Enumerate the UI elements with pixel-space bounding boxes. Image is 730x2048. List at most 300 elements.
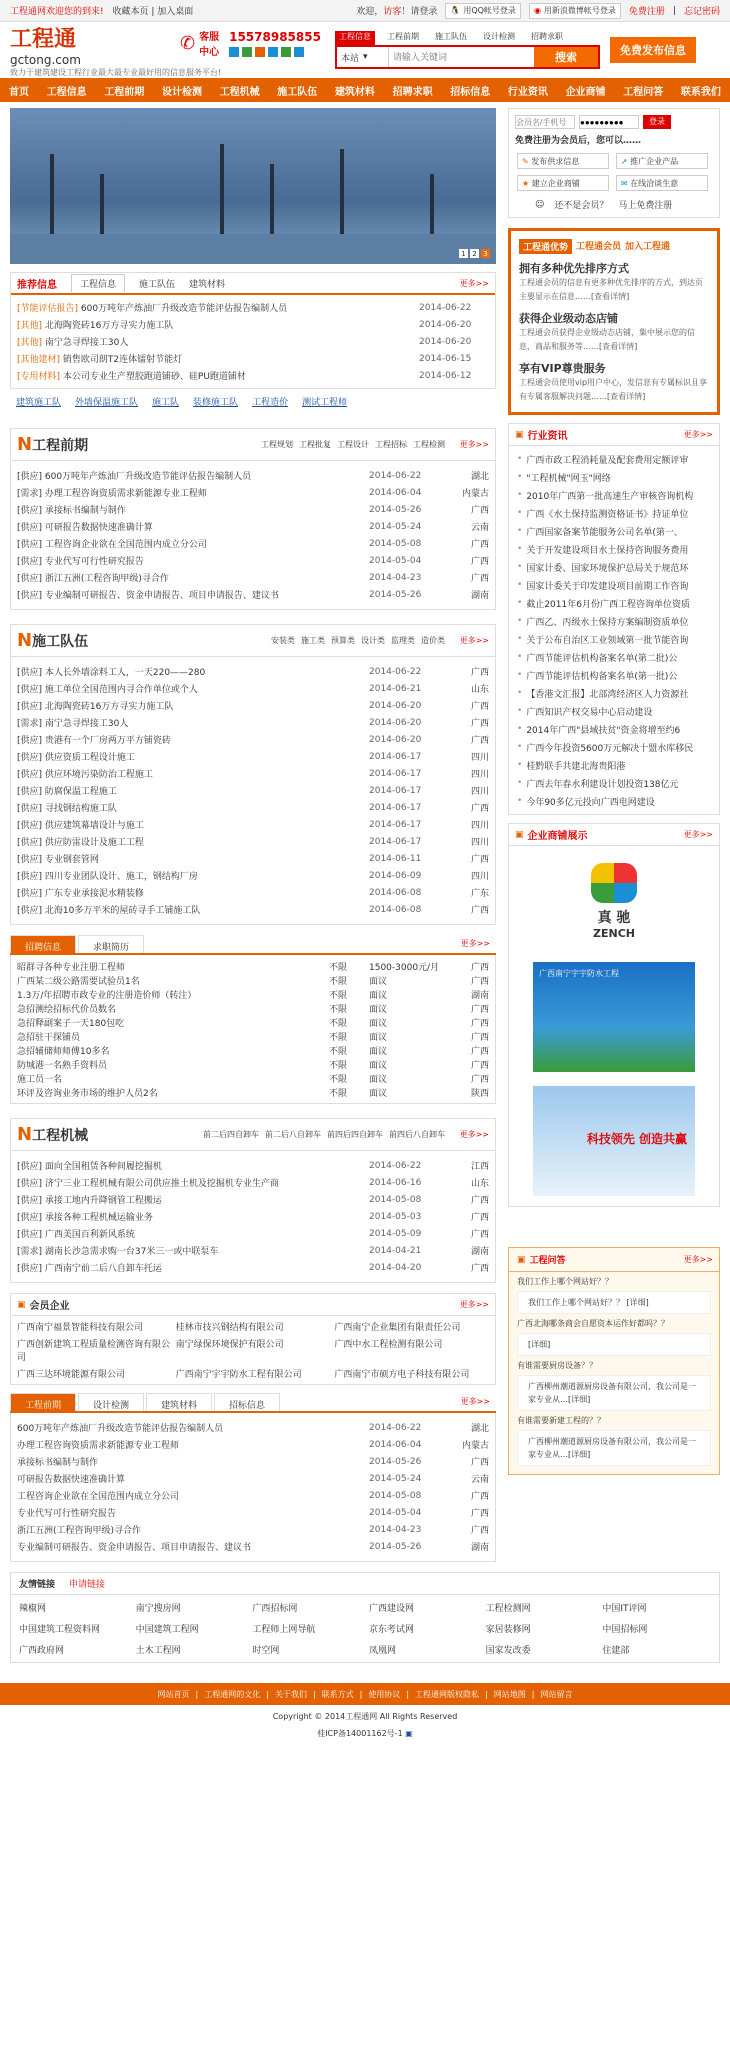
sub-link[interactable]: 前二后四自卸车: [203, 1130, 259, 1139]
user-icon: ☺: [535, 199, 545, 210]
desktop-link[interactable]: 加入桌面: [157, 7, 194, 17]
list-item[interactable]: 专业编制可研报告、资金申请报告、项目申请报告、建议书 2014-05-26 湖南: [17, 1541, 489, 1553]
banner[interactable]: [10, 108, 496, 264]
more-link[interactable]: 更多>>: [683, 830, 713, 839]
member-link[interactable]: 广西南宁市硕方电子科技有限公司: [334, 1370, 470, 1380]
nav-early[interactable]: 工程前期: [104, 86, 145, 98]
nav-jobs[interactable]: 招聘求职: [392, 86, 433, 98]
list-item[interactable]: 办理工程咨询资质需求新能源专业工程师 2014-06-04 内蒙古: [17, 1439, 489, 1451]
login-panel: [508, 108, 720, 218]
list-item[interactable]: [供应] 工程咨询企业欲在全国范围内成立分公司 2014-05-08 广西: [17, 538, 489, 550]
list-item[interactable]: [供应] 广东专业承接泥水精装修 2014-06-08 广东: [17, 887, 489, 899]
header: [0, 22, 730, 78]
recommend-title: 推荐信息: [17, 279, 57, 291]
edit-icon: ✎: [522, 157, 529, 166]
table-row[interactable]: 防城港一名熟手资料员 不限 面议 广西: [17, 1060, 489, 1071]
sub-link[interactable]: 监理类: [391, 636, 415, 645]
quick-links: [10, 389, 496, 414]
qa-question[interactable]: 广西北海哪条商会自愿资本运作好都吗？？: [517, 1319, 669, 1328]
list-item[interactable]: [供应] 专业代写可行性研究报告 2014-05-04 广西: [17, 555, 489, 567]
search-scope-select[interactable]: [337, 47, 389, 67]
search-bar: [335, 45, 600, 69]
shop-ad[interactable]: [533, 962, 695, 1072]
list-item[interactable]: [需求] 南宁急寻焊接工30人 2014-06-20 广西: [17, 717, 489, 729]
friend-link[interactable]: 辣椒网: [19, 1604, 47, 1614]
nav-shops[interactable]: 企业商铺: [565, 86, 606, 98]
footer-link[interactable]: 网站留言: [540, 1689, 573, 1699]
table-row[interactable]: 急招辅储师师傅10多名 不限 面议 广西: [17, 1046, 489, 1057]
nav-qa[interactable]: 工程问答: [623, 86, 664, 98]
qa-panel: [508, 1247, 720, 1475]
list-item[interactable]: [节能评估报告] 600万吨年产炼油厂升级改造节能评估报告编制人员 2014-06-22: [17, 302, 472, 314]
tab-bids[interactable]: 招标信息: [214, 1393, 280, 1411]
list-item[interactable]: [供应] 四川专业团队设计、施工，钢结构厂房 2014-06-09 四川: [17, 870, 489, 882]
banner-page[interactable]: 3: [481, 249, 490, 258]
footer-link[interactable]: 网站地图: [493, 1689, 526, 1699]
list-item[interactable]: [供应] 供应资质工程设计施工 2014-06-17 四川: [17, 751, 489, 763]
list-item[interactable]: • 【香港文汇报】北部湾经济区人力资源社: [509, 684, 719, 702]
jobs-tabs: [10, 935, 496, 955]
top-bar: 工程通网欢迎您的到来! 收藏本页 | 加入桌面 欢迎，访客！请登录 🐧 用QQ帐号登录 ◉ 用新浪微博帐号登录 免费注册 | 忘记密码: [0, 0, 730, 22]
friend-link[interactable]: 国家发改委: [485, 1646, 531, 1656]
list-item[interactable]: 可研报告数据快速准确计算 2014-05-24 云南: [17, 1473, 489, 1485]
list-item[interactable]: [供应] 本人长外墙涂料工人，一天220——280 2014-06-22 广西: [17, 666, 489, 678]
teams-subs: [271, 635, 445, 646]
machinery-subs: [203, 1129, 445, 1140]
friend-link[interactable]: 中国招标网: [602, 1625, 648, 1635]
tab-join[interactable]: 加入工程通: [625, 242, 671, 252]
nav-news[interactable]: 行业资讯: [507, 86, 548, 98]
social-icon[interactable]: [242, 47, 252, 57]
publish-supply-button[interactable]: ✎ 发布供求信息: [517, 153, 609, 169]
promote-button[interactable]: ➚ 推广企业产品: [616, 153, 708, 169]
password-input[interactable]: [579, 115, 639, 129]
banner-decor: [10, 234, 496, 264]
friend-links: [10, 1572, 720, 1663]
teams-panel: [10, 624, 496, 925]
friend-title: 友情链接: [19, 1580, 56, 1590]
member-link[interactable]: 南宁绿保环境保护有限公司: [175, 1340, 284, 1350]
shop-icon: ▣: [515, 829, 524, 840]
list-item[interactable]: • 广西乙、丙级水土保持方案编制资质单位: [509, 612, 719, 630]
qa-answer: 广西柳州潮道源厨房设备有限公司，我公司是一家专业从…[详细]: [517, 1375, 711, 1411]
list-item[interactable]: • 2014年广西"县域扶贫"资金将增至约6: [509, 720, 719, 738]
banner-decor: [340, 149, 344, 234]
banner-page[interactable]: 1: [459, 249, 468, 258]
tab-materials[interactable]: 建筑材料: [146, 1393, 212, 1411]
nav-contact[interactable]: 联系我们: [680, 86, 721, 98]
list-item[interactable]: • 广西国家备案节能服务公司名单(第一、: [509, 522, 719, 540]
sub-link[interactable]: 前四后四自卸车: [327, 1130, 383, 1139]
friend-link[interactable]: 广西建设网: [368, 1604, 414, 1614]
bottom-list: [10, 1413, 496, 1562]
nav-materials[interactable]: 建筑材料: [334, 86, 375, 98]
list-item[interactable]: [供应] 北海陶瓷砖16万方寻实力施工队 2014-06-20 广西: [17, 700, 489, 712]
weibo-icon: ◉: [533, 6, 541, 15]
side-column: [508, 102, 720, 1562]
sub-link[interactable]: 工程规划: [261, 440, 293, 449]
list-item[interactable]: [供应] 承接各种工程机械运输业务 2014-05-03 广西: [17, 1211, 489, 1223]
footer-link[interactable]: 工程通网版权隐私: [415, 1689, 480, 1699]
register-now-link[interactable]: 马上免费注册: [618, 201, 673, 211]
friend-grid: [11, 1595, 719, 1662]
tab-membership[interactable]: 工程通会员: [576, 242, 622, 252]
new-badge-icon: N: [17, 434, 33, 455]
tab-resumes[interactable]: 求职简历: [78, 935, 144, 953]
login-actions: [515, 150, 713, 194]
friend-link[interactable]: 住建部: [602, 1646, 630, 1656]
list-item[interactable]: • 广西今年投资5600万元解决十盟水库移民: [509, 738, 719, 756]
table-row[interactable]: 急招驻干探铺员 不限 面议 广西: [17, 1032, 489, 1043]
list-item[interactable]: [供应] 贵港有一个厂房两万平方铺瓷砖 2014-06-20 广西: [17, 734, 489, 746]
jobs-table: [10, 955, 496, 1104]
footer-links: 网站首页 | 工程通网的文化 | 关于我们 | 联系方式 | 使用协议 | 工程通网版权隐私 | 网站地图 | 网站留言: [0, 1683, 730, 1705]
service-center: [180, 28, 321, 58]
sub-link[interactable]: 设计类: [361, 636, 385, 645]
social-icon[interactable]: [229, 47, 239, 57]
search-input[interactable]: [389, 47, 534, 67]
more-link[interactable]: 更多>>: [459, 278, 489, 288]
sub-link[interactable]: 工程批复: [299, 440, 331, 449]
list-item[interactable]: • 关于公布自治区工业领域第一批节能咨询: [509, 630, 719, 648]
publish-button[interactable]: 免费发布信息: [610, 37, 696, 63]
list-item[interactable]: [其他] 南宁急寻焊接工30人 2014-06-20: [17, 336, 472, 348]
teams-header: [11, 625, 495, 657]
table-row[interactable]: 急招测绘招标代价员数名 不限 面议 广西: [17, 1004, 489, 1015]
advantage-text: 工程通会员获得企业级动态店铺，集中展示您的信息，商品和服务等……[查看详情]: [519, 328, 695, 351]
list-item[interactable]: [其他建材] 销售欧司朗T2连体镭射节能灯 2014-06-15: [17, 353, 472, 365]
recommend-panel: [10, 272, 496, 389]
friend-link[interactable]: 中国IT评网: [602, 1604, 647, 1614]
list-item[interactable]: • "工程机械"网玉"网络: [509, 468, 719, 486]
member-link[interactable]: 广西三达环境能源有限公司: [17, 1370, 126, 1380]
search-tab[interactable]: 招聘求职: [530, 32, 563, 41]
table-row[interactable]: 施工员一名 不限 面议 广西: [17, 1074, 489, 1085]
machinery-panel: [10, 1118, 496, 1283]
qa-question[interactable]: 有谁需要厨房设备？？: [517, 1361, 597, 1370]
apply-link[interactable]: 申请链接: [69, 1580, 106, 1590]
advantages-tabs: [519, 239, 709, 254]
member-link[interactable]: 广西中水工程检测有限公司: [334, 1340, 443, 1350]
friend-link[interactable]: 中国建筑工程资料网: [19, 1625, 101, 1635]
list-item[interactable]: • 截止2011年6月份广西工程咨询单位资质: [509, 594, 719, 612]
list-item[interactable]: • 国家计委、国家环境保护总局关于规范环: [509, 558, 719, 576]
shop-icon: ★: [522, 179, 530, 188]
advantage-text: 工程通会员使用vip用户中心，发信息有专属标识且享有专属客服解决问题……[查看详情]: [519, 378, 708, 401]
more-link[interactable]: 更多>>: [460, 1397, 490, 1406]
shop-ad[interactable]: [533, 1086, 695, 1196]
welcome-text: 工程通网欢迎您的到来!: [10, 7, 104, 17]
list-item[interactable]: [专用材料] 本公司专业生产塑胶跑道铺砂、硅PU跑道铺材 2014-06-12: [17, 370, 472, 382]
tab-advantages[interactable]: 工程通优势: [519, 239, 572, 254]
qa-icon: ▣: [517, 1254, 526, 1265]
list-item[interactable]: [供应] 承接标书编制与制作 2014-05-26 广西: [17, 504, 489, 516]
members-icon: ▣: [17, 1299, 26, 1310]
list-item[interactable]: [供应] 寻找钢结构施工队 2014-06-17 广西: [17, 802, 489, 814]
sub-link[interactable]: 前四后八自卸车: [389, 1130, 445, 1139]
early-header: [11, 429, 495, 461]
footer-link[interactable]: 关于我们: [274, 1689, 307, 1699]
search-button[interactable]: 搜索: [534, 47, 598, 67]
list-item[interactable]: 工程咨询企业欲在全国范围内成立分公司 2014-05-08 广西: [17, 1490, 489, 1502]
sub-link[interactable]: 安装类: [271, 636, 295, 645]
news-panel: [508, 423, 720, 815]
list-item[interactable]: [供应] 600万吨年产炼油厂升级改造节能评估报告编制人员 2014-06-22 湖北: [17, 470, 489, 482]
chat-button[interactable]: ✉ 在线洽谈生意: [616, 175, 708, 191]
nav-teams[interactable]: 施工队伍: [277, 86, 318, 98]
qa-question[interactable]: 我们工作上哪个网站好？？: [517, 1277, 613, 1286]
list-item[interactable]: • 广西知识产权交易中心启动建设: [509, 702, 719, 720]
list-item[interactable]: • 关于开发建设项目水土保持咨询服务费用: [509, 540, 719, 558]
list-item[interactable]: [供应] 可研报告数据快速准确计算 2014-05-24 云南: [17, 521, 489, 533]
sub-link[interactable]: 施工类: [301, 636, 325, 645]
tab-early[interactable]: 工程前期: [10, 1393, 76, 1411]
member-link[interactable]: 广西南宁企业集团有限责任公司: [334, 1323, 461, 1333]
list-item[interactable]: 600万吨年产炼油厂升级改造节能评估报告编制人员 2014-06-22 湖北: [17, 1422, 489, 1434]
friend-link[interactable]: 京东考试网: [368, 1625, 414, 1635]
icp-number: 桂ICP备14001162号-1 ▣: [317, 1729, 413, 1738]
list-item[interactable]: [供应] 专业钢套管网 2014-06-11 广西: [17, 853, 489, 865]
friend-link[interactable]: 土木工程网: [135, 1646, 181, 1656]
shop-logo[interactable]: [509, 846, 719, 956]
list-item[interactable]: 承接标书编制与制作 2014-05-26 广西: [17, 1456, 489, 1468]
early-list: [11, 461, 495, 609]
badge-icon: ▣: [405, 1729, 413, 1738]
friend-link[interactable]: 家居装修网: [485, 1625, 531, 1635]
search-tab[interactable]: 设计检测: [482, 32, 515, 41]
list-item[interactable]: • 广西《水土保持监测资格证书》持证单位: [509, 504, 719, 522]
search-tab[interactable]: 施工队伍: [434, 32, 467, 41]
chevron-down-icon: ▾: [362, 52, 368, 62]
recommend-tab[interactable]: 建筑材料: [189, 279, 226, 290]
zench-logo-icon: [591, 863, 637, 903]
register-link[interactable]: 免费注册: [628, 7, 665, 17]
list-item[interactable]: • 桂黔联手共建北海贵阳港: [509, 756, 719, 774]
more-link[interactable]: 更多>>: [459, 1130, 489, 1139]
more-link[interactable]: 更多>>: [459, 440, 489, 449]
list-item[interactable]: • 国家计委关于印发建设项目前期工作咨询: [509, 576, 719, 594]
early-subs: [261, 439, 445, 450]
friend-link[interactable]: 工程师上网导航: [252, 1625, 316, 1635]
friend-link[interactable]: 广西政府网: [19, 1646, 65, 1656]
friend-link[interactable]: 工程检测网: [485, 1604, 531, 1614]
login-welcome: 免费注册为会员后，您可以……: [515, 136, 642, 146]
list-item[interactable]: [供应] 浙江五洲(工程咨询甲级)寻合作 2014-04-23 广西: [17, 572, 489, 584]
service-phone: 15578985855: [229, 29, 321, 44]
list-item[interactable]: 浙江五洲(工程咨询甲级)寻合作 2014-04-23 广西: [17, 1524, 489, 1536]
machinery-header: [11, 1119, 495, 1151]
footer-link[interactable]: 工程通网的文化: [204, 1689, 261, 1699]
banner-page[interactable]: 2: [470, 249, 479, 258]
qa-answer: 我们工作上哪个网站好？？ [详细]: [517, 1291, 711, 1314]
sub-link[interactable]: 工程检测: [413, 440, 445, 449]
register-prompt: [515, 198, 713, 211]
shops-title: 企业商铺展示: [527, 831, 588, 842]
bookmark-link[interactable]: 收藏本页: [112, 7, 149, 17]
list-item[interactable]: [供应] 面向全国租赁各种间履挖掘机 2014-06-22 江西: [17, 1160, 489, 1172]
quick-link[interactable]: 测试工程师: [302, 398, 348, 408]
nav-home[interactable]: 首页: [9, 86, 29, 98]
friend-header: [11, 1573, 719, 1595]
banner-decor: [270, 164, 274, 234]
quick-link[interactable]: 建筑施工队: [16, 398, 62, 408]
friend-link[interactable]: 南宁搜房网: [135, 1604, 181, 1614]
list-item[interactable]: [供应] 供应防雷设计及施工工程 2014-06-17 四川: [17, 836, 489, 848]
list-item[interactable]: [需求] 办理工程咨询资质需求新能源专业工程师 2014-06-04 内蒙古: [17, 487, 489, 499]
early-panel: [10, 428, 496, 610]
quick-link[interactable]: 工程造价: [252, 398, 289, 408]
qa-question[interactable]: 有谁需要新建工程的？？: [517, 1416, 605, 1425]
list-item[interactable]: [供应] 防腐保温工程施工 2014-06-17 四川: [17, 785, 489, 797]
list-item[interactable]: [供应] 广西美国百利新风系统 2014-05-09 广西: [17, 1228, 489, 1240]
advantage-title: 获得企业级动态店铺: [519, 312, 618, 325]
banner-decor: [100, 174, 104, 234]
table-row[interactable]: 1.3万/年招聘市政专业的注册造价师（转注） 不限 面议 湖南: [17, 990, 489, 1001]
sub-link[interactable]: 工程招标: [375, 440, 407, 449]
table-row[interactable]: 环评及咨询业务市场的维护人员2名 不限 面议 陕西: [17, 1088, 489, 1099]
list-item[interactable]: [需求] 湖南长沙急需求购一台37米三一或中联泵车 2014-04-21 湖南: [17, 1245, 489, 1257]
list-item[interactable]: • 广西节能评估机构备案名单(第二批)公: [509, 648, 719, 666]
advantage-title: 享有VIP尊贵服务: [519, 362, 606, 375]
list-item[interactable]: • 今年90多亿元投向广西电网建设: [509, 792, 719, 810]
friend-link[interactable]: 凤凰网: [368, 1646, 396, 1656]
list-item[interactable]: [供应] 广西南宁前二后八自卸车托运 2014-04-20 广西: [17, 1262, 489, 1274]
list-item[interactable]: • 广西节能评估机构备案名单(第一批)公: [509, 666, 719, 684]
friend-link[interactable]: 广西招标网: [252, 1604, 298, 1614]
promote-icon: ➚: [620, 157, 628, 166]
qa-answer: 广西柳州潮道源厨房设备有限公司，我公司是一家专业从…[详细]: [517, 1430, 711, 1466]
search-tabs: [335, 31, 600, 45]
list-item[interactable]: • 广西去年春水利建设计划投资138亿元: [509, 774, 719, 792]
sub-link[interactable]: 预算类: [331, 636, 355, 645]
member-link[interactable]: 广西创新建筑工程质量检测咨询有限公司: [17, 1340, 171, 1363]
slogan: 致力于建筑建设工程行业最大最专业最好用的信息服务平台!: [10, 68, 222, 77]
list-item[interactable]: [其他] 北海陶瓷砖16万方寻实力施工队 2014-06-20: [17, 319, 472, 331]
hello-text: 欢迎，访客！请登录: [356, 7, 438, 17]
list-item[interactable]: [供应] 施工单位全国范围内寻合作单位或个人 2014-06-21 山东: [17, 683, 489, 695]
quick-link[interactable]: 装修施工队: [193, 398, 239, 408]
search-tab[interactable]: 工程前期: [386, 32, 419, 41]
nav-bids[interactable]: 招标信息: [450, 86, 491, 98]
recommend-tab[interactable]: 施工队伍: [139, 279, 176, 290]
teams-list: [11, 657, 495, 924]
nav-machinery[interactable]: 工程机械: [219, 86, 260, 98]
quick-link[interactable]: 外墙保温施工队: [75, 398, 139, 408]
table-row[interactable]: 急招释副案子一天180包吃 不限 面议 广西: [17, 1018, 489, 1029]
login-link[interactable]: 请登录: [410, 7, 438, 17]
search-tab[interactable]: 工程信息: [335, 31, 375, 45]
advantage-text: 工程通会员的信息有更多种优先排序的方式，到达页主要显示在信息……[查看详情]: [519, 278, 703, 301]
table-row[interactable]: 昭群寻各种专业注册工程师 不限 1500-3000元/月 广西: [17, 962, 489, 973]
shop-logo-en: ZENCH: [593, 926, 635, 940]
recommend-list: [11, 295, 495, 388]
phone-icon: ✆: [180, 32, 196, 54]
list-item[interactable]: [供应] 北海10多万平米的屋砖寻手工铺施工队 2014-06-08 广西: [17, 904, 489, 916]
social-icons: [229, 47, 321, 57]
list-item[interactable]: [供应] 供应环境污染防治工程施工 2014-06-17 四川: [17, 768, 489, 780]
banner-decor: [50, 154, 54, 234]
ad-title: 科技领先 创造共赢: [586, 1132, 687, 1146]
banner-decor: [430, 174, 434, 234]
bottom-tabs: [10, 1393, 496, 1413]
list-item[interactable]: 专业代写可行性研究报告 2014-05-04 广西: [17, 1507, 489, 1519]
list-item[interactable]: [供应] 济宁三业工程机械有限公司供应推土机及挖掘机专业生产商 2014-06-16 山东: [17, 1177, 489, 1189]
footer-link[interactable]: 使用协议: [368, 1689, 401, 1699]
member-link[interactable]: 广西南宁福景智能科技有限公司: [17, 1323, 144, 1333]
login-button[interactable]: 登录: [643, 115, 671, 129]
social-icon[interactable]: [255, 47, 265, 57]
qq-login-button[interactable]: 🐧 用QQ帐号登录: [445, 3, 521, 19]
member-link[interactable]: 桂林市技兴钢结构有限公司: [175, 1323, 284, 1333]
sub-link[interactable]: 前二后八自卸车: [265, 1130, 321, 1139]
early-title: N工程前期: [17, 434, 89, 455]
ad-title: 广西南宁宇宇防水工程: [539, 969, 619, 978]
list-item[interactable]: • 2010年广西第一批高速生产审核咨询机构: [509, 486, 719, 504]
sub-link[interactable]: 造价类: [421, 636, 445, 645]
table-row[interactable]: 广西某二级公路需要试验员1名 不限 面议 广西: [17, 976, 489, 987]
list-item[interactable]: [供应] 专业编制可研报告、资金申请报告、项目申请报告、建议书 2014-05-26 湖南: [17, 589, 489, 601]
advantages-panel: [508, 228, 720, 415]
more-link[interactable]: 更多>>: [459, 636, 489, 645]
qa-answer: [详细]: [517, 1333, 711, 1356]
nav-design[interactable]: 设计检测: [161, 86, 202, 98]
recommend-header: [11, 273, 495, 295]
logo-name: 工程通: [10, 26, 77, 52]
nav-info[interactable]: 工程信息: [46, 86, 87, 98]
more-link[interactable]: 更多>>: [460, 939, 490, 948]
weibo-login-button[interactable]: ◉ 用新浪微博帐号登录: [529, 3, 621, 19]
service-title: 客服中心: [199, 32, 220, 58]
forgot-link[interactable]: 忘记密码: [683, 7, 720, 17]
quick-link[interactable]: 施工队: [152, 398, 180, 408]
more-link[interactable]: 更多>>: [683, 430, 713, 439]
tab-jobs[interactable]: 招聘信息: [10, 935, 76, 953]
username-input[interactable]: [515, 115, 575, 129]
machinery-title: N工程机械: [17, 1124, 89, 1145]
footer: [0, 1683, 730, 1739]
list-item[interactable]: [供应] 供应建筑幕墙设计与施工 2014-06-17 四川: [17, 819, 489, 831]
social-icon[interactable]: [281, 47, 291, 57]
more-link[interactable]: 更多>>: [459, 1300, 489, 1309]
recommend-tab[interactable]: 工程信息: [71, 274, 125, 292]
main-column: [10, 102, 496, 1562]
members-panel: [10, 1293, 496, 1385]
scope-label: 本站: [340, 53, 359, 64]
list-item[interactable]: • 广西市政工程消耗量及配套费用定额评审: [509, 450, 719, 468]
list-item[interactable]: [供应] 承接工地内升降钢管工程搬运 2014-05-08 广西: [17, 1194, 489, 1206]
qa-header: [509, 1248, 719, 1272]
news-header: [509, 424, 719, 446]
new-badge-icon: N: [17, 1124, 33, 1145]
friend-link[interactable]: 时空网: [252, 1646, 280, 1656]
advantage-title: 拥有多种优先排序方式: [519, 262, 629, 275]
more-link[interactable]: 更多>>: [683, 1255, 713, 1264]
footer-link[interactable]: 网站首页: [157, 1689, 190, 1699]
build-shop-button[interactable]: ★ 建立企业商铺: [517, 175, 609, 191]
sub-link[interactable]: 工程设计: [337, 440, 369, 449]
members-header: [11, 1294, 495, 1316]
friend-link[interactable]: 中国建筑工程网: [135, 1625, 199, 1635]
copyright: Copyright © 2014工程通网 All Rights Reserved: [272, 1712, 458, 1721]
social-icon[interactable]: [268, 47, 278, 57]
tab-design[interactable]: 设计检测: [78, 1393, 144, 1411]
social-icon[interactable]: [294, 47, 304, 57]
banner-pager: [459, 249, 490, 258]
footer-link[interactable]: 联系方式: [321, 1689, 354, 1699]
member-link[interactable]: 广西南宁宇宇防水工程有限公司: [175, 1370, 302, 1380]
banner-decor: [220, 144, 224, 234]
news-list: [509, 446, 719, 814]
